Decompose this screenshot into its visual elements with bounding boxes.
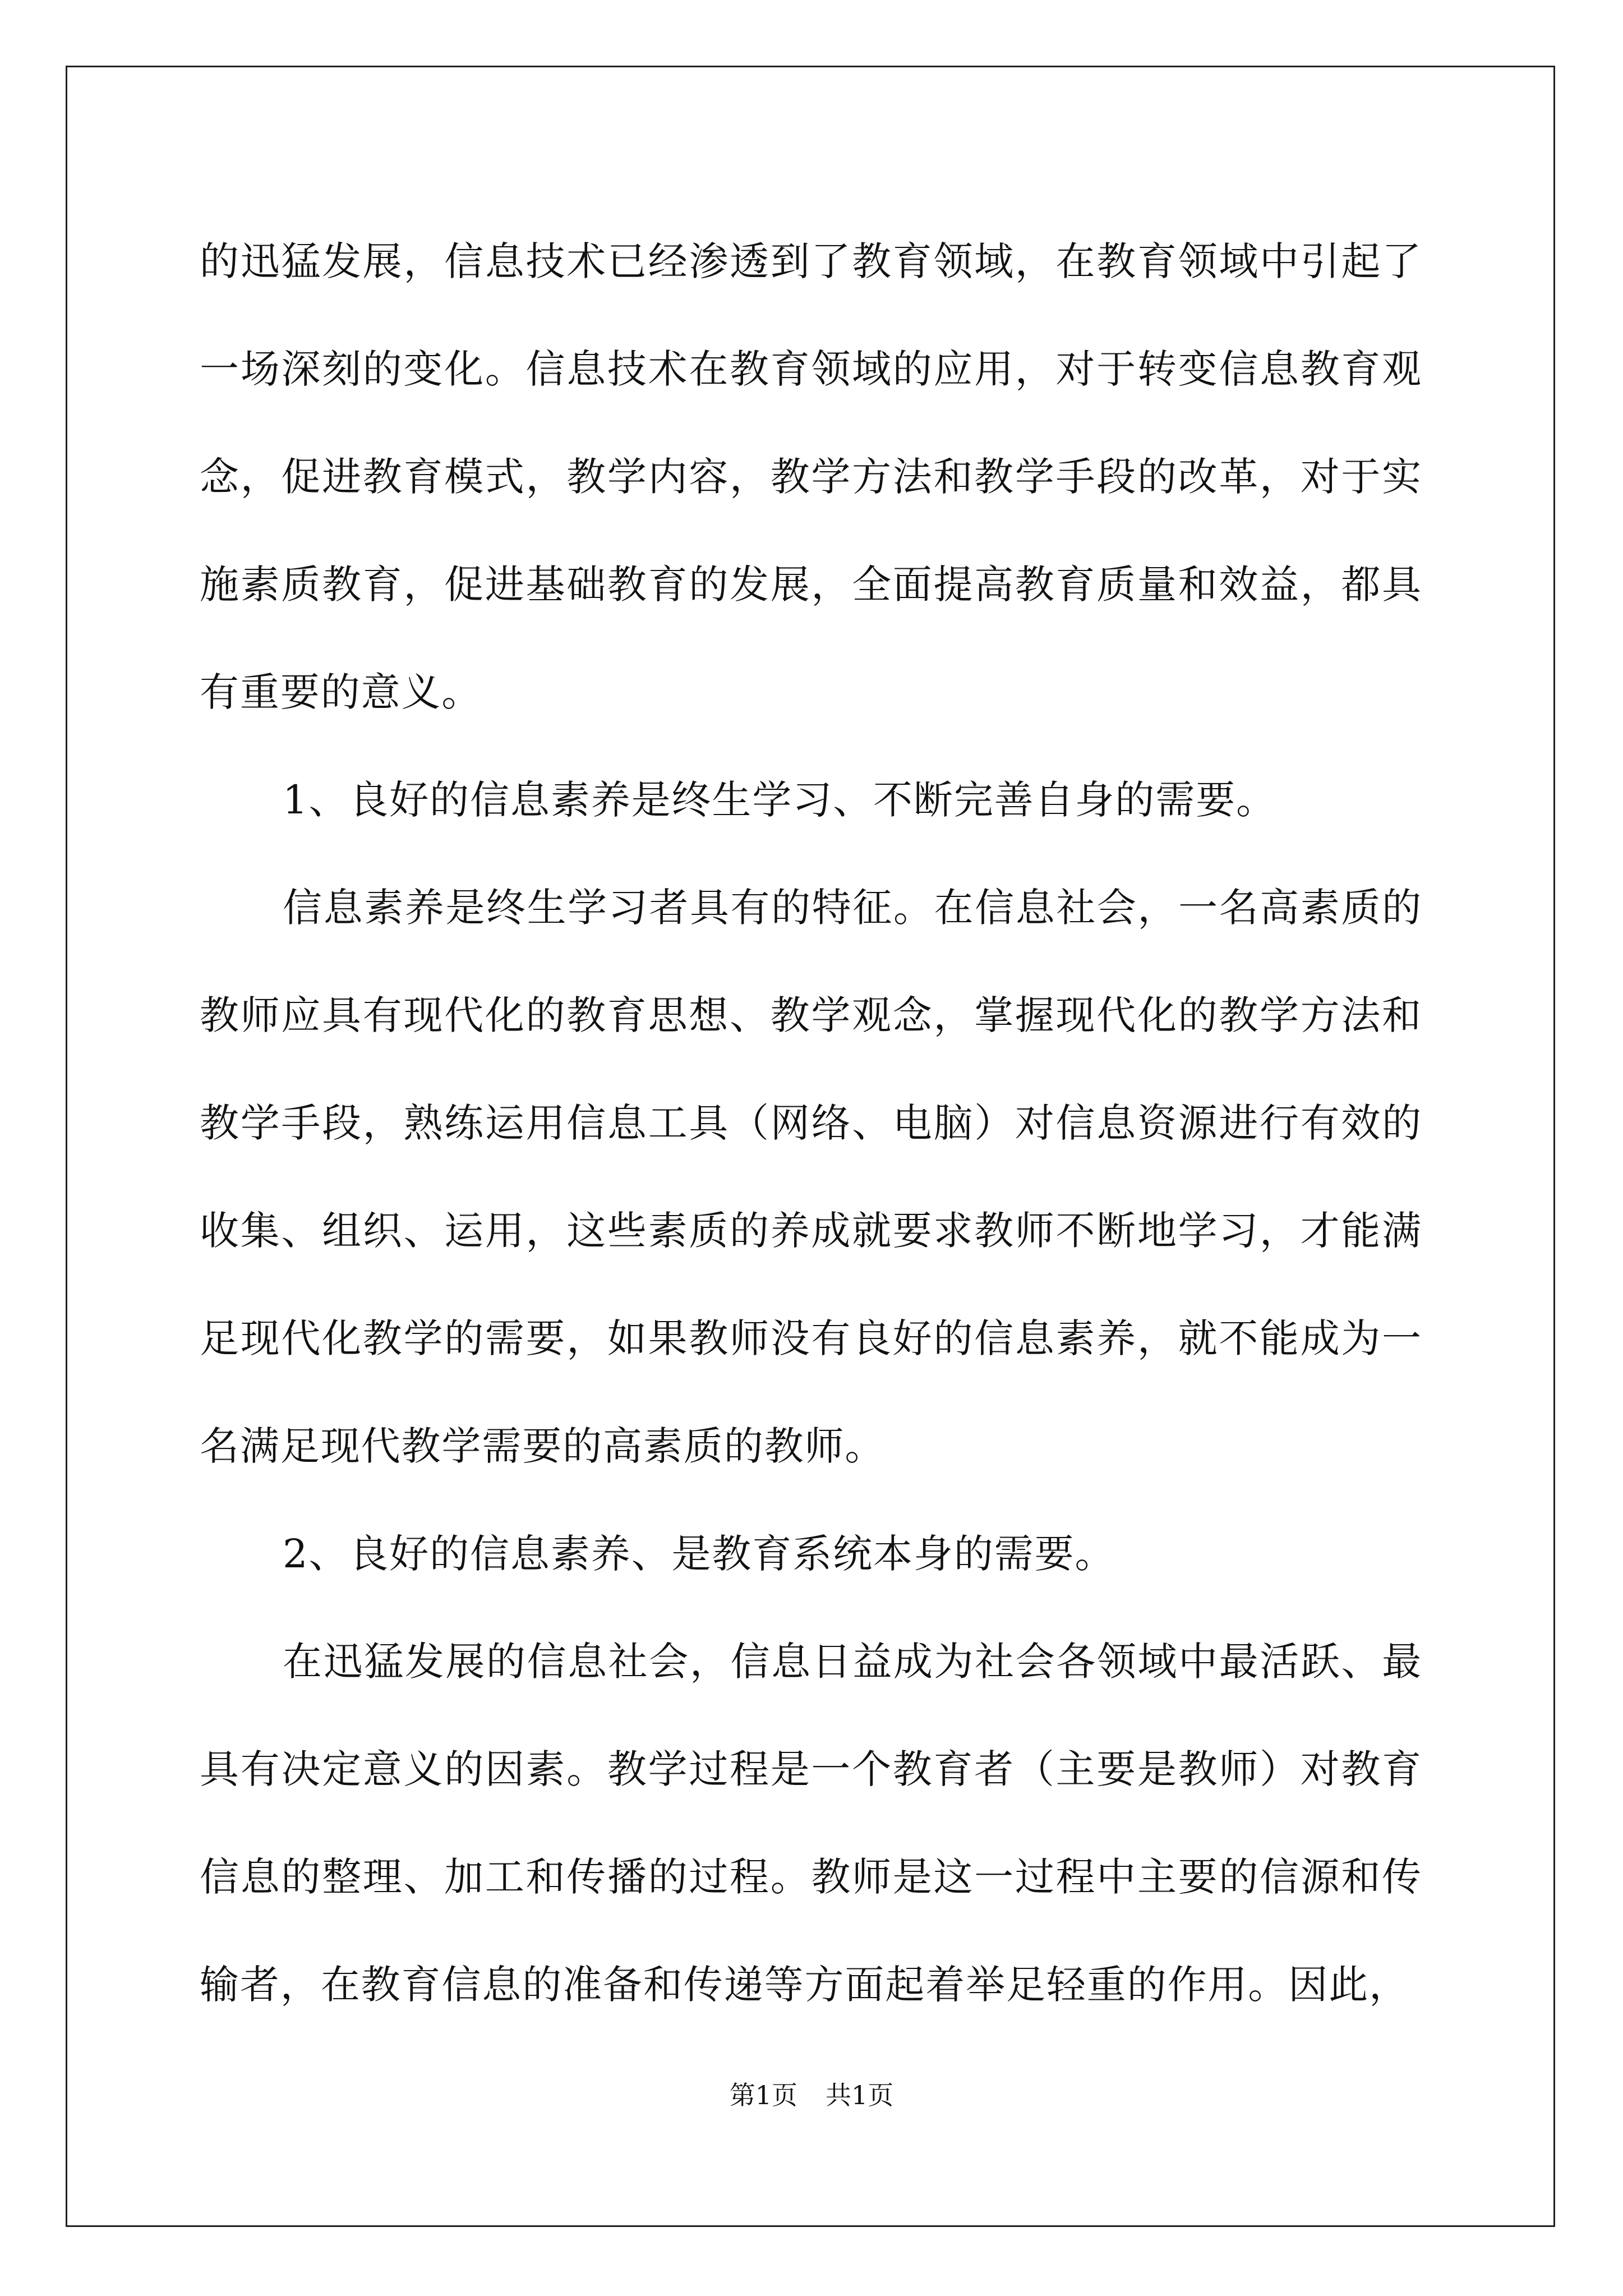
page-number-current: 第1页 <box>729 2080 797 2110</box>
document-body <box>200 208 1422 2039</box>
paragraph-continuation: 的迅猛发展，信息技术已经渗透到了教育领域，在教育领域中引起了一场深刻的变化。信息技术在教育领域的应用，对于转变信息教育观念，促进教育模式，教学内容，教学方法和教学手段的改革，对于实施素质教育，促进基础教育的发展，全面提高教育质量和效益，都具有重要的意义。 <box>200 238 1422 715</box>
heading-point-2: 2、良好的信息素养、是教育系统本身的需要。 <box>283 1531 1115 1577</box>
heading-point-1: 1、良好的信息素养是终生学习、不断完善自身的需要。 <box>283 777 1277 823</box>
page-footer <box>0 2078 1623 2112</box>
paragraph-point-2: 在迅猛发展的信息社会，信息日益成为社会各领域中最活跃、最具有决定意义的因素。教学过程是一个教育者（主要是教师）对教育信息的整理、加工和传播的过程。教师是这一过程中主要的信源和传输者，在教育信息的准备和传递等方面起着举足轻重的作用。因此， <box>200 1639 1422 2008</box>
page-number-total: 共1页 <box>826 2080 894 2110</box>
paragraph-point-1: 信息素养是终生学习者具有的特征。在信息社会，一名高素质的教师应具有现代化的教育思想、教学观念，掌握现代化的教学方法和教学手段，熟练运用信息工具（网络、电脑）对信息资源进行有效的收集、组织、运用，这些素质的养成就要求教师不断地学习，才能满足现代化教学的需要，如果教师没有良好的信息素养，就不能成为一名满足现代教学需要的高素质的教师。 <box>200 885 1422 1469</box>
